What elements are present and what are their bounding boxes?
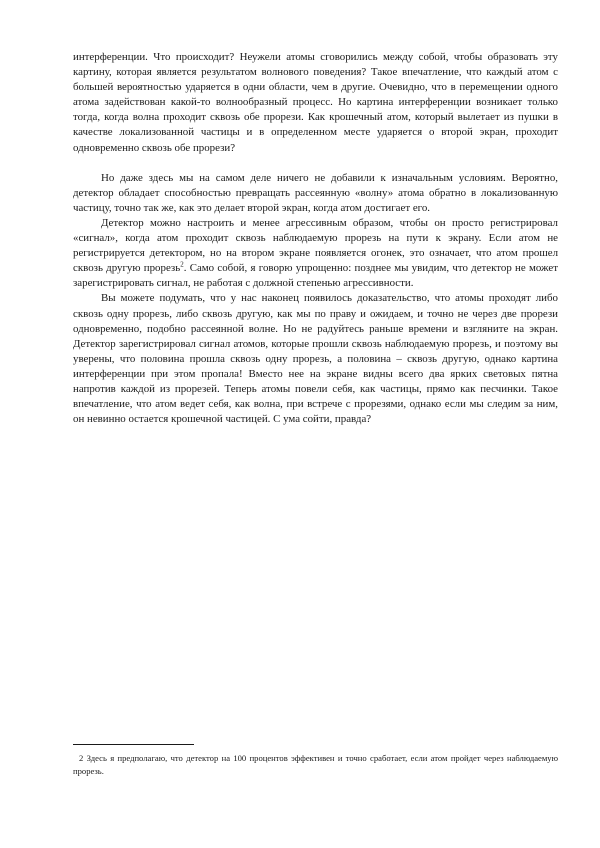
page-body [73,50,558,427]
paragraph-gap [73,156,558,171]
footnote-separator [73,744,194,745]
footnote: 2 Здесь я предполагаю, что детектор на 100 процентов эффективен и точно сработает, если атом пройдет через наблюдаемую прорезь. [73,753,558,776]
paragraph-1: интерференции. Что происходит? Неужели атомы сговорились между собой, чтобы образовать эту картину, которая является результатом волнового поведения? Такое впечатление, что каждый атом с большей вероятностью ударяется в одни области, чем в другие. Очевидно, что в перемещении одного атома задействован какой-то волнообразный процесс. Но картина интерференции возникает только тогда, когда волна проходит сквозь обе прорези. Как крошечный атом, который вылетает из пушки в качестве локализованной частицы и в определенном месте ударяется о второй экран, проходит одновременно сквозь обе прорези? [73,51,558,154]
paragraph-3: Детектор можно настроить и менее агрессивным образом, чтобы он просто регистрировал «сигнал», когда атом проходит сквозь наблюдаемую прорезь на пути к экрану. Если атом не регистрируется детектором, но на втором экране появляется огонек, это означает, что атом прошел сквозь другую прорезь$^2$. Само собой, я говорю упрощенно: позднее мы увидим, что детектор не может зарегистрировать сигнал, не работая с должной степенью агрессивности. [73,216,559,290]
paragraph-3-continuation: Само собой, я говорю упрощенно: позднее мы увидим, что детектор не может зарегистрировать сигнал, не работая с должной степенью агрессивности. [73,262,559,290]
paragraph-4: Вы можете подумать, что у нас наконец появилось доказательство, что атомы проходят либо сквозь одну прорезь, либо сквозь другую, как мы по праву и ожидаем, и точно не через две прорези одновременно, подобно рассеянной волне. Но не радуйтесь раньше времени и взгляните на экран. Детектор зарегистрировал сигнал атомов, которые прошли сквозь наблюдаемую прорезь, и поэтому вы уверены, что половина прошла сквозь одну прорезь, а половина – сквозь другую, однако картина интерференции при этом пропала! Вместо нее на экране видны всего два ярких световых пятна напротив каждой из прорезей. Теперь атомы повели себя, как частицы, прямо как песчинки. Такое впечатление, что атом ведет себя, как волна, при встрече с прорезями, однако если мы следим за ним, он невинно остается крошечной частицей. С ума сойти, правда? [73,292,558,426]
paragraph-2: Но даже здесь мы на самом деле ничего не добавили к изначальным условиям. Вероятно, детектор обладает способностью превращать рассеянную «волну» атома обратно в локализованную частицу, точно так же, как это делает второй экран, когда атом достигает его. [73,171,558,214]
footnote-reference[interactable]: 2 [180,260,184,269]
paragraph-3-text: Детектор можно настроить и менее агрессивным образом, чтобы он просто регистрировал «сигнал», когда атом проходит сквозь наблюдаемую прорезь на пути к экрану. Если атом не регистрируется детектором, но на втором экране появляется огонек, это означает, что атом прошел сквозь другую прорезь [73,216,558,275]
